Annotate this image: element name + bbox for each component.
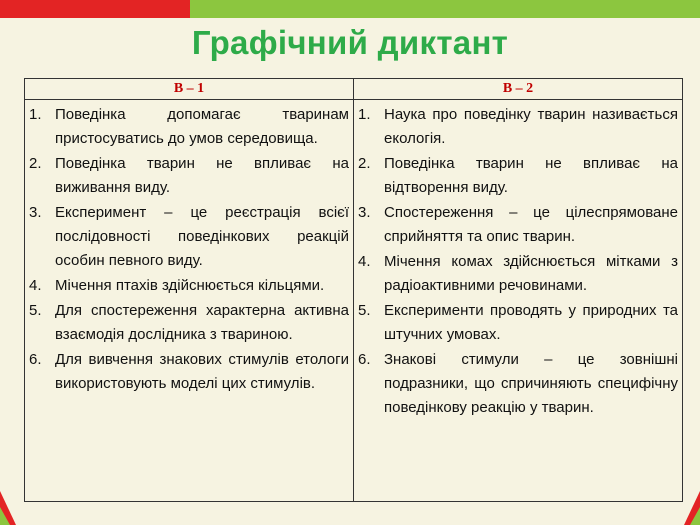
- item-text: Знакові стимули – це зовнішні подразники, що спричиняють специфічну поведінкову реакцію у тварин.: [384, 351, 678, 416]
- item-text: Для спостереження характерна активна взаємодія дослідника з твариною.: [55, 302, 349, 343]
- page-title: Графічний диктант: [191, 24, 509, 61]
- item-text: Мічення птахів здійснюється кільцями.: [55, 277, 325, 294]
- corner-decoration-right-green: [690, 507, 700, 525]
- item-number: 1.: [29, 106, 42, 123]
- list-item: [358, 201, 678, 249]
- corner-decoration-left-green: [0, 507, 10, 525]
- item-number: 4.: [29, 277, 42, 294]
- item-text: Для вивчення знакових стимулів етологи використовують моделі цих стимулів.: [55, 351, 349, 392]
- item-text: Експеримент – це реєстрація всієї послідовності поведінкових реакцій особин певного виду.: [55, 204, 349, 269]
- top-green-bar: [190, 0, 700, 18]
- list-item: [358, 348, 678, 420]
- variant-1-cell: [25, 100, 354, 502]
- item-number: 4.: [358, 253, 371, 270]
- item-number: 2.: [29, 155, 42, 172]
- item-number: 1.: [358, 106, 371, 123]
- dictation-table: [24, 78, 683, 502]
- list-item: [29, 103, 349, 151]
- list-item: [29, 201, 349, 273]
- list-item: [358, 299, 678, 347]
- item-number: 3.: [29, 204, 42, 221]
- item-text: Експерименти проводять у природних та штучних умовах.: [384, 302, 678, 343]
- list-item: [358, 103, 678, 151]
- list-item: [29, 152, 349, 200]
- item-text: Поведінка тварин не впливає на відтворення виду.: [384, 155, 678, 196]
- list-item: [29, 348, 349, 396]
- item-number: 5.: [29, 302, 42, 319]
- item-number: 2.: [358, 155, 371, 172]
- top-red-bar: [0, 0, 190, 18]
- item-number: 6.: [29, 351, 42, 368]
- variant-2-cell: [354, 100, 683, 502]
- item-number: 5.: [358, 302, 371, 319]
- item-text: Спостереження – це цілеспрямоване сприйняття та опис тварин.: [384, 204, 678, 245]
- variant-2-header: В – 2: [354, 79, 683, 100]
- item-text: Поведінка допомагає тваринам пристосуватись до умов середовища.: [55, 106, 349, 147]
- list-item: [29, 299, 349, 347]
- item-text: Наука про поведінку тварин називається екологія.: [384, 106, 678, 147]
- content-row: [25, 100, 683, 502]
- item-number: 3.: [358, 204, 371, 221]
- list-item: [358, 152, 678, 200]
- variant-1-list: [29, 103, 349, 396]
- variant-2-list: [358, 103, 678, 420]
- item-text: Поведінка тварин не впливає на виживання виду.: [55, 155, 349, 196]
- list-item: [358, 250, 678, 298]
- header-row: [25, 79, 683, 100]
- item-number: 6.: [358, 351, 371, 368]
- list-item: [29, 274, 349, 298]
- variant-1-header: В – 1: [25, 79, 354, 100]
- item-text: Мічення комах здійснюється мітками з радіоактивними речовинами.: [384, 253, 678, 294]
